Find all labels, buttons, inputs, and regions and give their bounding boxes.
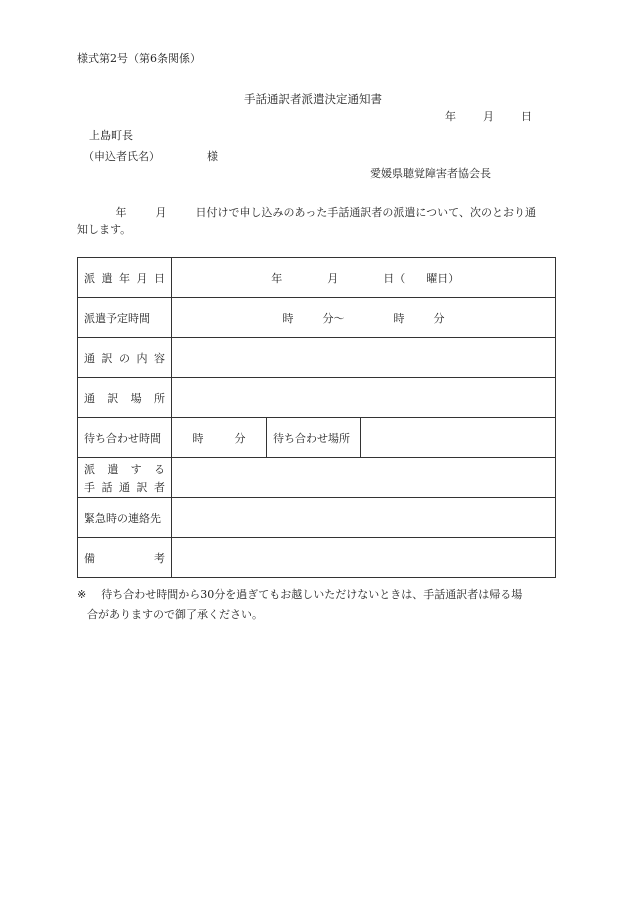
label-char: 派 <box>84 462 95 476</box>
dispatch-weekday: 曜日） <box>426 271 460 285</box>
label-meeting-time: 待ち合わせ時間 <box>78 418 172 458</box>
note-mark: ※ <box>77 588 87 601</box>
meeting-hour: 時 <box>192 431 204 445</box>
honorific: 様 <box>207 150 218 163</box>
row-interpreter <box>78 458 556 498</box>
row-remarks <box>78 538 556 578</box>
label-char: 備 <box>84 551 95 565</box>
body-date-year: 年 <box>115 206 127 219</box>
value-remarks[interactable] <box>172 538 556 578</box>
row-content <box>78 338 556 378</box>
issue-date-month: 月 <box>483 110 494 123</box>
label-dispatch-time: 派遣予定時間 <box>78 298 172 338</box>
footnote <box>77 585 557 625</box>
label-char: 訳 <box>107 391 119 405</box>
row-place <box>78 378 556 418</box>
label-char: 派 <box>84 271 95 285</box>
dispatch-year: 年 <box>271 271 283 285</box>
addressee: 上島町長 <box>89 129 133 142</box>
label-char: 遣 <box>101 271 113 285</box>
label-char: 通 <box>119 480 130 494</box>
label-char: 所 <box>153 391 165 405</box>
value-emergency[interactable] <box>172 498 556 538</box>
note-text-2: 合がありますので御了承ください。 <box>87 608 263 621</box>
label-char: 訳 <box>136 480 148 494</box>
value-meeting-place[interactable] <box>361 418 556 458</box>
label-char: 通 <box>84 391 95 405</box>
row-dispatch-time <box>78 298 556 338</box>
label-remarks <box>78 538 172 578</box>
issue-date-day: 日 <box>521 110 532 123</box>
label-char: る <box>153 462 165 476</box>
issue-date <box>445 110 532 124</box>
sender: 愛媛県聴覚障害者協会長 <box>370 167 491 180</box>
row-meeting <box>78 418 556 458</box>
time-min1: 分〜 <box>322 311 345 325</box>
applicant-label: （申込者氏名） <box>83 150 160 163</box>
body-line1-rest: 日付けで申し込みのあった手話通訳者の派遣について、次のとおり通 <box>195 206 536 219</box>
label-char: 遣 <box>107 462 119 476</box>
time-min2: 分 <box>433 311 445 325</box>
label-char: 話 <box>101 480 113 494</box>
label-char: 者 <box>154 480 165 494</box>
note-text: 待ち合わせ時間から30分を過ぎてもお越しいただけないときは、手話通訳者は帰る場 <box>101 588 523 601</box>
time-hour1: 時 <box>282 311 294 325</box>
value-meeting-time[interactable] <box>172 418 267 458</box>
form-number: 様式第2号（第6条関係） <box>77 52 201 65</box>
dispatch-table <box>77 257 556 578</box>
value-interpreter[interactable] <box>172 458 556 498</box>
label-char: 場 <box>130 391 142 405</box>
dispatch-day: 日（ <box>383 271 406 285</box>
value-place[interactable] <box>172 378 556 418</box>
label-char: 内 <box>136 351 148 365</box>
row-dispatch-date <box>78 258 556 298</box>
label-char: 訳 <box>101 351 113 365</box>
meeting-minute: 分 <box>234 431 246 445</box>
applicant-line <box>83 150 218 164</box>
label-char: 考 <box>154 551 165 565</box>
value-content[interactable] <box>172 338 556 378</box>
label-char: 年 <box>119 271 130 285</box>
value-dispatch-time[interactable] <box>172 298 556 338</box>
label-meeting-place: 待ち合わせ場所 <box>267 418 361 458</box>
body-date-month: 月 <box>155 206 167 219</box>
label-char: 通 <box>84 351 95 365</box>
label-content <box>78 338 172 378</box>
label-char: 手 <box>84 480 95 494</box>
label-char: 容 <box>154 351 165 365</box>
time-hour2: 時 <box>393 311 405 325</box>
label-dispatch-date <box>78 258 172 298</box>
body-line-1 <box>77 206 536 220</box>
label-place <box>78 378 172 418</box>
value-dispatch-date[interactable] <box>172 258 556 298</box>
label-char: す <box>130 462 142 476</box>
document-title: 手話通訳者派遣決定通知書 <box>244 92 382 106</box>
label-interpreter <box>78 458 172 498</box>
label-char: 日 <box>154 271 165 285</box>
label-char: の <box>119 351 130 365</box>
issue-date-year: 年 <box>445 110 456 123</box>
label-emergency: 緊急時の連絡先 <box>78 498 172 538</box>
body-line-2: 知します。 <box>77 223 132 236</box>
dispatch-month: 月 <box>327 271 339 285</box>
row-emergency <box>78 498 556 538</box>
label-char: 月 <box>136 271 148 285</box>
